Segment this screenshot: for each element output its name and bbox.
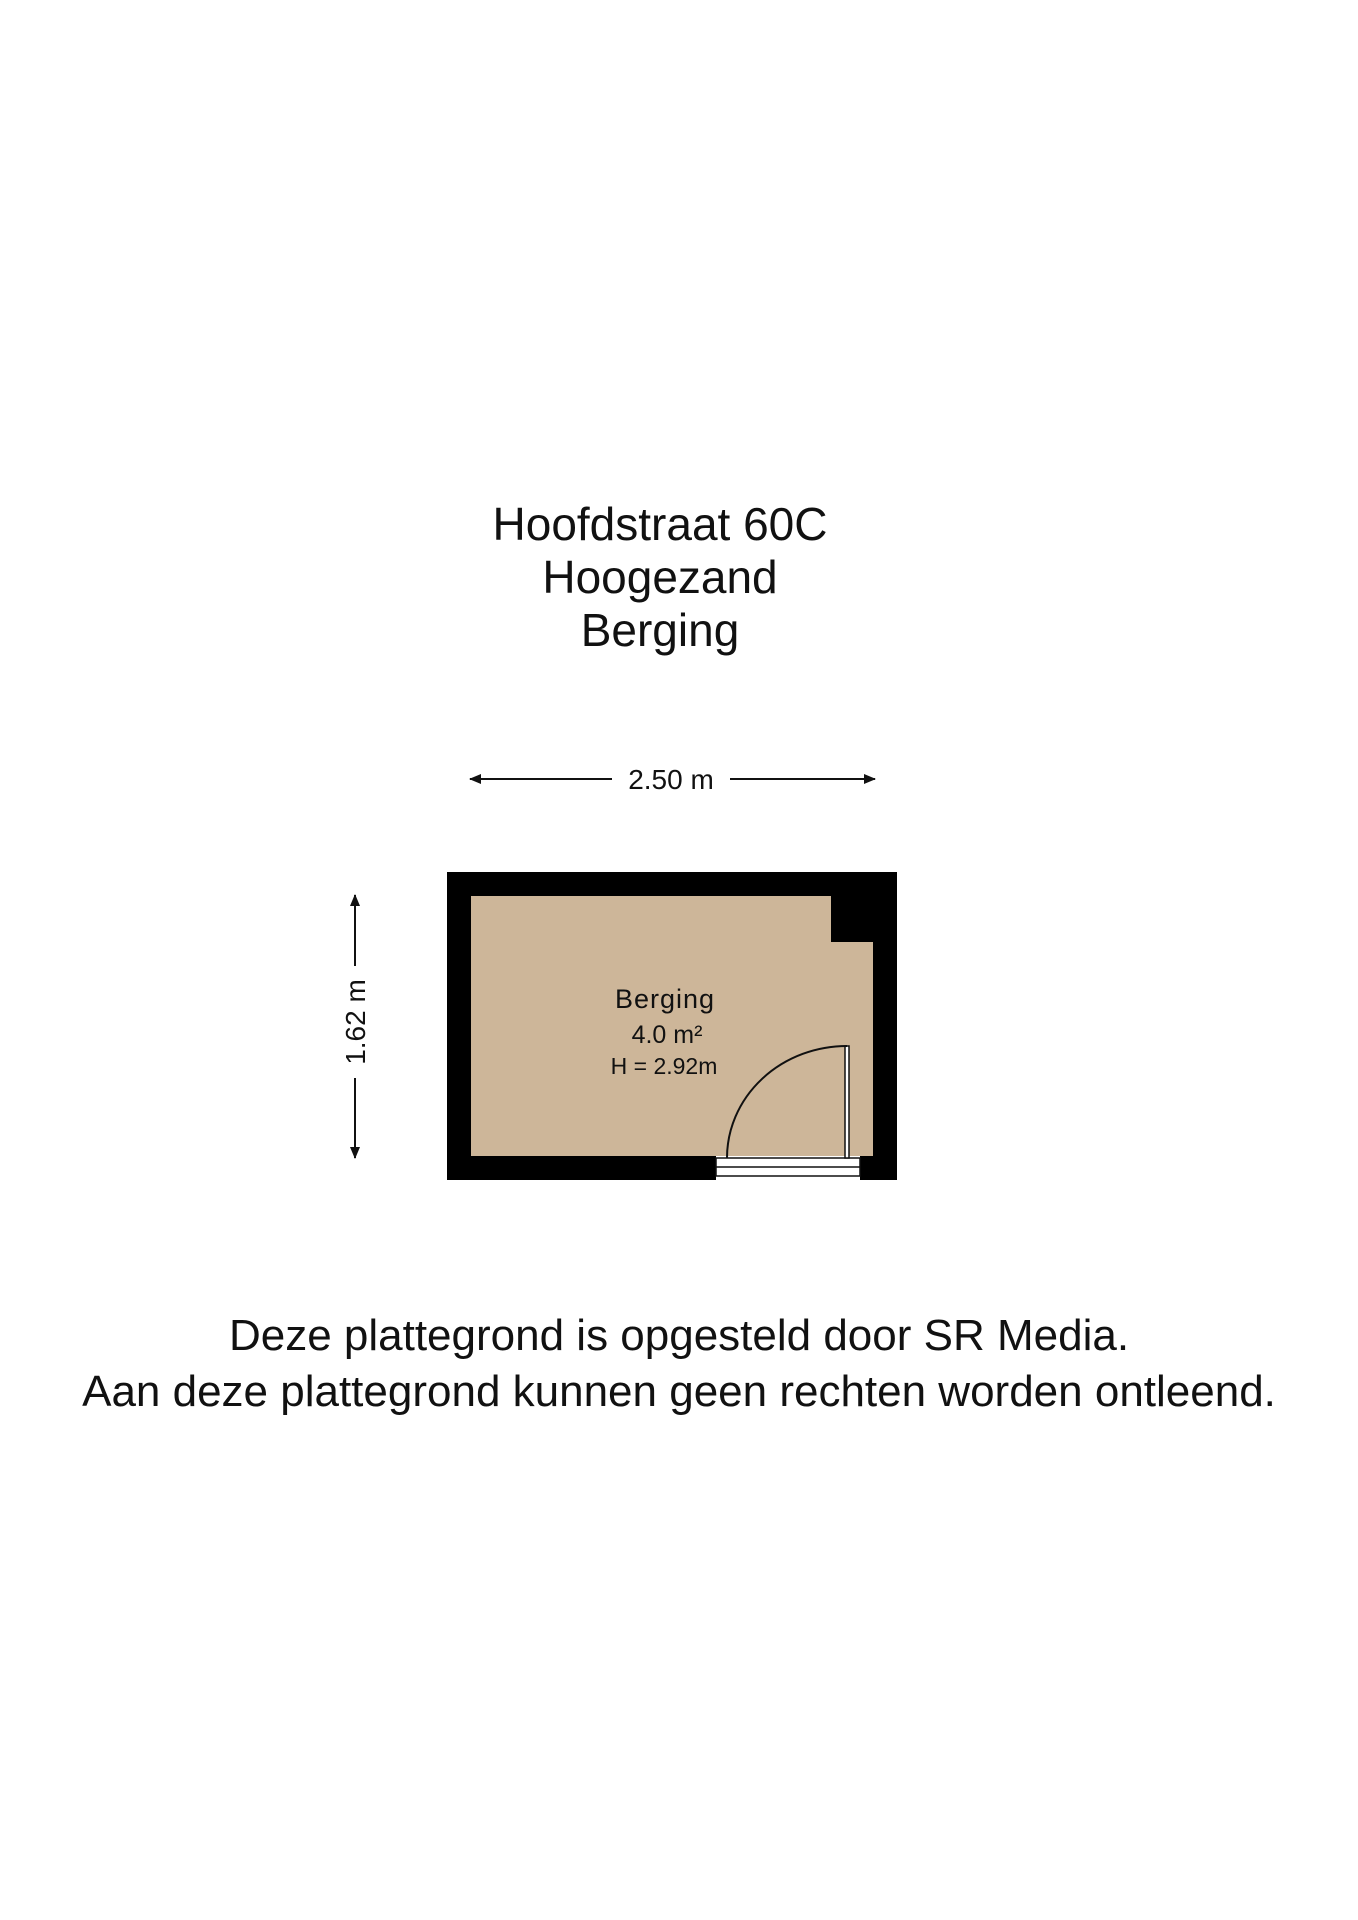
width-dimension — [470, 764, 875, 795]
city-title: Hoogezand — [542, 551, 778, 603]
address-title: Hoofdstraat 60C — [492, 498, 828, 550]
disclaimer-line-1: Deze plattegrond is opgesteld door SR Media. — [228, 1311, 1130, 1360]
width-dimension-label: 2.50 m — [628, 764, 714, 795]
floor-title: Berging — [580, 604, 740, 656]
wall-niche — [873, 942, 897, 1156]
door-leaf — [845, 1046, 849, 1158]
height-dimension — [340, 895, 371, 1158]
wall-corner-block — [831, 896, 873, 942]
room-height: H = 2.92m — [610, 1053, 718, 1079]
disclaimer — [0, 1308, 1358, 1420]
disclaimer-line-2: Aan deze plattegrond kunnen geen rechten worden ontleend. — [82, 1367, 1276, 1416]
height-dimension-label: 1.62 m — [340, 979, 371, 1065]
room-area: 4.0 m² — [631, 1021, 703, 1049]
room-name: Berging — [614, 984, 716, 1014]
